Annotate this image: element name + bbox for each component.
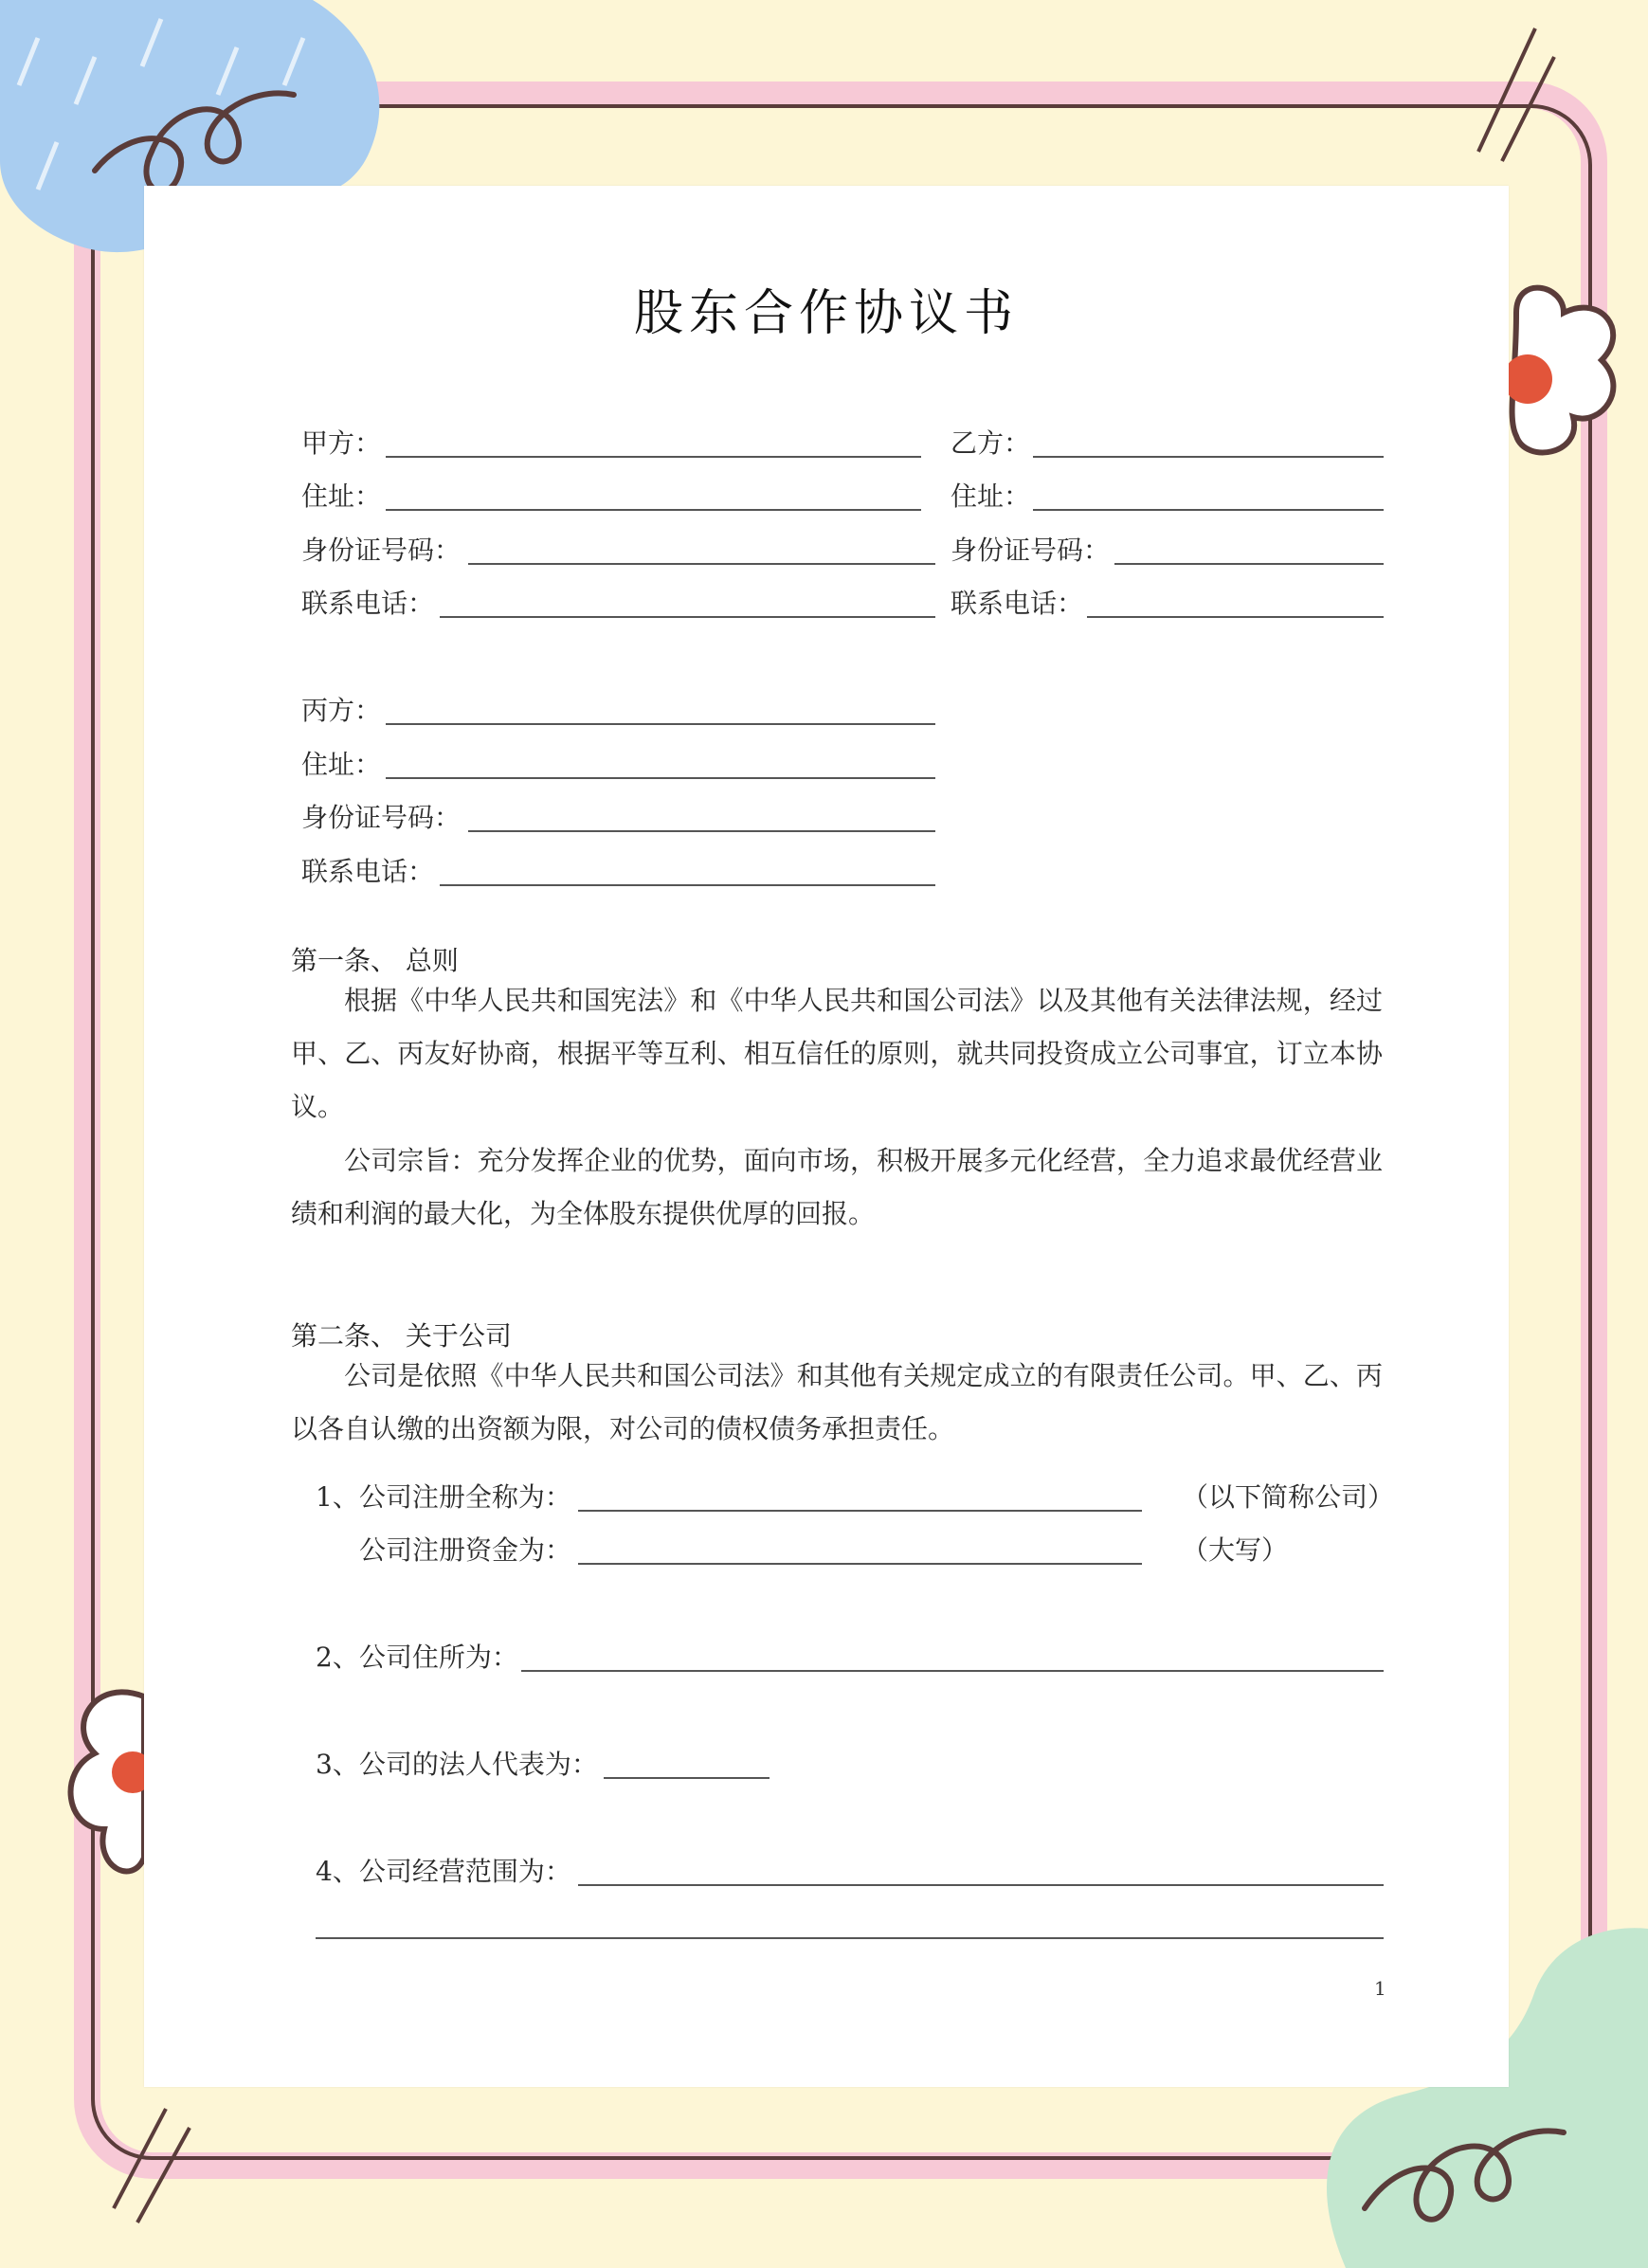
party-a-id-field[interactable] <box>468 563 935 565</box>
party-a-label: 甲方： <box>301 427 382 459</box>
party-b-address-field[interactable] <box>1033 509 1384 511</box>
party-a-phone-field[interactable] <box>440 616 935 618</box>
article-1-heading: 第一条、 总则 <box>291 945 459 976</box>
business-scope-field[interactable] <box>578 1884 1384 1886</box>
article-1-paragraph-1: 根据《中华人民共和国宪法》和《中华人民共和国公司法》以及其他有关法律法规，经过甲、乙、丙友好协商，根据平等互利、相互信任的原则，就共同投资成立公司事宜，订立本协议。 <box>291 985 1383 1122</box>
company-name-field[interactable] <box>578 1510 1142 1512</box>
registered-capital-field[interactable] <box>578 1563 1142 1565</box>
party-c-address-label: 住址： <box>301 749 382 780</box>
article-2-heading: 第二条、 关于公司 <box>291 1320 512 1352</box>
party-c-id-label: 身份证号码： <box>301 802 462 833</box>
document-page <box>144 186 1509 2087</box>
company-name-note: （以下简称公司） <box>1182 1481 1395 1513</box>
party-a-phone-label: 联系电话： <box>301 588 435 619</box>
party-c-field[interactable] <box>386 723 935 725</box>
document-title: 股东合作协议书 <box>633 285 1019 342</box>
business-scope-field-line-2[interactable] <box>316 1937 1384 1939</box>
party-c-phone-label: 联系电话： <box>301 856 435 887</box>
party-a-address-field[interactable] <box>386 509 921 511</box>
registered-capital-note: （大写） <box>1182 1534 1289 1566</box>
party-a-address-label: 住址： <box>301 481 382 512</box>
registered-capital-label: 公司注册资金为： <box>359 1534 572 1566</box>
party-b-field[interactable] <box>1033 456 1384 458</box>
party-b-address-label: 住址： <box>951 481 1031 512</box>
page-number: 1 <box>1374 1977 1386 2000</box>
business-scope-label: 4、公司经营范围为： <box>316 1856 571 1887</box>
party-c-id-field[interactable] <box>468 830 935 832</box>
company-name-label: 1、公司注册全称为： <box>316 1481 571 1513</box>
legal-representative-field[interactable] <box>604 1777 770 1779</box>
party-c-address-field[interactable] <box>386 777 935 779</box>
party-b-id-field[interactable] <box>1114 563 1384 565</box>
legal-representative-label: 3、公司的法人代表为： <box>316 1749 598 1780</box>
company-address-label: 2、公司住所为： <box>316 1642 518 1673</box>
party-a-field[interactable] <box>386 456 921 458</box>
article-1-paragraph-2: 公司宗旨：充分发挥企业的优势，面向市场，积极开展多元化经营，全力追求最优经营业绩和利润的最大化，为全体股东提供优厚的回报。 <box>291 1145 1383 1229</box>
company-address-field[interactable] <box>521 1670 1384 1672</box>
party-b-label: 乙方： <box>951 427 1031 459</box>
party-b-phone-field[interactable] <box>1087 616 1384 618</box>
party-c-label: 丙方： <box>301 695 382 726</box>
party-b-id-label: 身份证号码： <box>951 535 1111 566</box>
party-c-phone-field[interactable] <box>440 884 935 886</box>
party-a-id-label: 身份证号码： <box>301 535 462 566</box>
party-b-phone-label: 联系电话： <box>951 588 1084 619</box>
article-2-paragraph-1: 公司是依照《中华人民共和国公司法》和其他有关规定成立的有限责任公司。甲、乙、丙以各自认缴的出资额为限，对公司的债权债务承担责任。 <box>291 1360 1383 1444</box>
